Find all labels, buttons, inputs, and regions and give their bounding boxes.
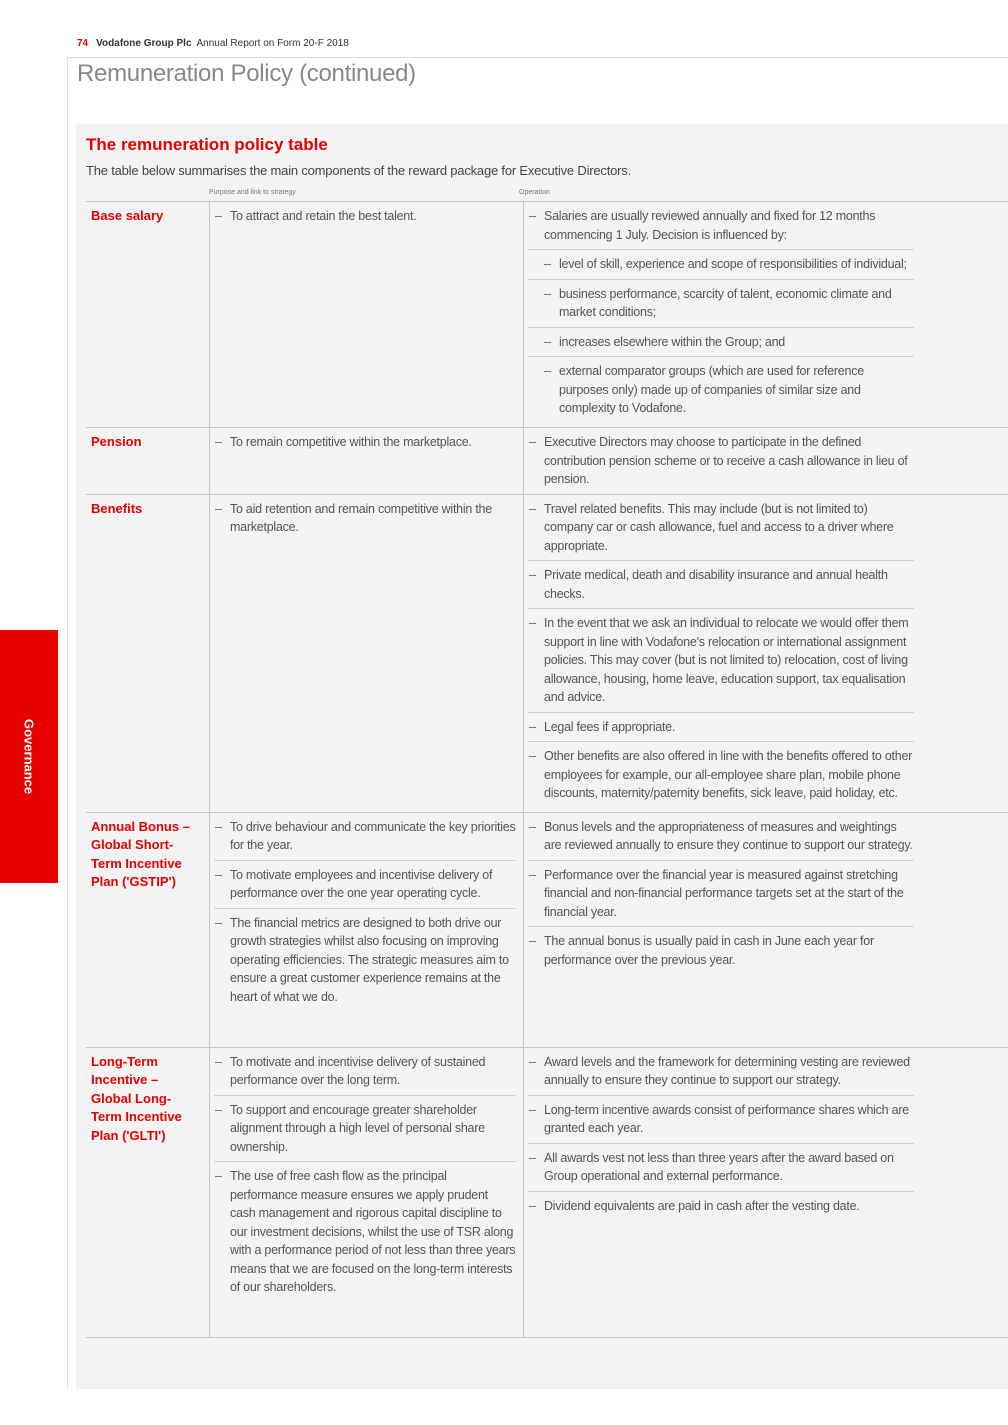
governance-tab-label: Governance [21,718,37,795]
purpose-item [214,860,516,908]
column-header-operation: Operation [519,189,550,196]
component-name: Benefits [91,500,143,516]
operation-item [528,428,914,494]
dash-bullet: – [215,501,222,516]
governance-tab [0,630,58,883]
dash-bullet: – [215,1169,222,1183]
dash-bullet: – [529,1054,536,1069]
dash-bullet: – [529,867,536,882]
component-cell [86,494,210,812]
operation-text: Other benefits are also offered in line with the benefits offered to other employees for example, our all-employee share plan, mobile phone discounts, maternity/paternity benefits, sick leave, paid holiday, etc. [544,749,913,800]
operation-text: Salaries are usually reviewed annually and fixed for 12 months commencing 1 July. Decision is influenced by: [544,209,876,242]
table-row-glti [86,1047,1008,1337]
page-header [77,38,349,49]
table-row-pension [86,428,1008,495]
operation-item [528,1048,914,1095]
purpose-item [214,1048,516,1095]
operation-text: Legal fees if appropriate. [544,719,676,734]
operation-text: external comparator groups (which are used for reference purposes only) made up of companies of similar size and complexity to Vodafone. [559,364,864,415]
dash-bullet: – [529,1198,536,1213]
purpose-item [214,1161,516,1302]
remuneration-policy-table [86,201,1008,1338]
operation-cell [524,428,1008,495]
policy-panel [76,124,1008,1389]
component-cell [86,202,210,428]
purpose-cell [210,428,524,495]
header-divider [68,57,1008,58]
operation-item [528,1191,914,1221]
component-name: Long-Term Incentive – Global Long-Term Incentive Plan ('GLTI') [91,1053,182,1143]
operation-cell [524,494,1008,812]
operation-text: Travel related benefits. This may include (but is not limited to) company car or cash allowance, fuel and access to a driver where appropriate. [544,501,894,553]
dash-bullet: – [215,209,222,223]
report-name: Annual Report on Form 20-F 2018 [196,38,349,49]
operation-item [528,926,914,974]
operation-text: Long-term incentive awards consist of performance shares which are granted each year. [544,1102,909,1135]
dash-bullet: – [544,257,551,271]
purpose-text: The financial metrics are designed to both drive our growth strategies whilst also focusing on improving operating efficiencies. The strategic measures aim to ensure a great customer experience remains at the heart of what we do. [230,915,509,1004]
dash-bullet: – [544,364,551,378]
table-row-benefits [86,494,1008,812]
operation-subitem [528,356,914,423]
operation-text: In the event that we ask an individual to relocate we would offer them support in line with Vodafone's relocation or international assignment policies. This may cover (but is not limited to) relocation, cost of living allowance, housing, home leave, education support, tax equalisation and advice. [544,616,909,704]
purpose-text: To aid retention and remain competitive within the marketplace. [230,501,492,534]
operation-cell [524,202,1008,428]
section-intro: The table below summarises the main components of the reward package for Executive Directors. [86,163,631,178]
purpose-cell [210,494,524,812]
column-header-purpose: Purpose and link to strategy [209,189,296,196]
purpose-text: To support and encourage greater shareholder alignment through a high level of personal share ownership. [230,1102,485,1154]
purpose-cell [210,812,524,1047]
operation-item [528,1143,914,1191]
operation-item [528,712,914,742]
dash-bullet: – [529,934,536,948]
dash-bullet: – [529,435,536,449]
purpose-cell [210,202,524,428]
dash-bullet: – [529,749,536,763]
dash-bullet: – [544,334,551,349]
page-number: 74 [77,38,89,49]
component-name: Pension [91,434,142,449]
purpose-item [214,202,516,231]
dash-bullet: – [529,1150,536,1165]
margin-rule [67,57,68,1389]
operation-text: Executive Directors may choose to participate in the defined contribution pension scheme or to receive a cash allowance in lieu of pension. [544,435,908,486]
dash-bullet: – [215,915,222,930]
dash-bullet: – [529,719,536,734]
operation-text: business performance, scarcity of talent, economic climate and market conditions; [559,286,892,319]
dash-bullet: – [215,1102,222,1117]
dash-bullet: – [215,435,222,449]
component-cell [86,428,210,495]
operation-item [528,860,914,927]
company-name: Vodafone Group Plc [96,38,192,49]
operation-item [528,1095,914,1143]
dash-bullet: – [544,286,551,301]
operation-cell [524,1047,1008,1337]
purpose-text: To attract and retain the best talent. [230,209,417,223]
operation-subitem [528,279,914,327]
table-row-base-salary [86,202,1008,428]
purpose-item [214,495,516,542]
operation-item [528,813,914,860]
dash-bullet: – [215,819,222,834]
operation-text: Award levels and the framework for determining vesting are reviewed annually to ensure they continue to support our strategy. [544,1054,910,1087]
operation-text: The annual bonus is usually paid in cash in June each year for performance over the previous year. [544,934,874,967]
dash-bullet: – [529,501,536,516]
operation-item [528,560,914,608]
operation-subitem [528,249,914,279]
purpose-item [214,1095,516,1162]
dash-bullet: – [529,209,536,223]
purpose-text: To motivate employees and incentivise delivery of performance over the one year operating cycle. [230,867,493,900]
table-row-gstip [86,812,1008,1047]
purpose-text: To drive behaviour and communicate the key priorities for the year. [230,819,516,852]
operation-text: Dividend equivalents are paid in cash after the vesting date. [544,1198,860,1213]
purpose-item [214,813,516,860]
operation-cell [524,812,1008,1047]
dash-bullet: – [529,616,536,630]
operation-text: Bonus levels and the appropriateness of measures and weightings are reviewed annually to ensure they continue to support our strategy. [544,819,913,852]
operation-item [528,495,914,561]
dash-bullet: – [529,819,536,834]
component-cell [86,1047,210,1337]
purpose-text: To motivate and incentivise delivery of sustained performance over the long term. [230,1054,486,1087]
operation-item [528,741,914,808]
dash-bullet: – [529,568,536,582]
operation-text: Performance over the financial year is measured against stretching financial and non-financial performance targets set at the start of the financial year. [544,867,904,919]
page-title: Remuneration Policy (continued) [77,60,416,87]
component-name: Base salary [91,208,164,223]
purpose-cell [210,1047,524,1337]
dash-bullet: – [215,867,222,882]
purpose-item [214,428,516,457]
operation-text: Private medical, death and disability insurance and annual health checks. [544,568,888,601]
section-title: The remuneration policy table [86,135,328,154]
purpose-item [214,908,516,1012]
operation-subitem [528,327,914,357]
operation-item [528,202,914,249]
purpose-text: To remain competitive within the marketplace. [230,435,472,449]
purpose-text: The use of free cash flow as the principal performance measure ensures we apply prudent cash management and rigorous capital discipline to our investment decisions, whilst the use of TSR along with a performance period of not less than three years means that we are focused on the long-term interests of our shareholders. [230,1169,516,1294]
dash-bullet: – [529,1102,536,1117]
operation-item [528,608,914,712]
operation-text: increases elsewhere within the Group; and [559,334,785,349]
dash-bullet: – [215,1054,222,1069]
component-name: Annual Bonus –Global Short-Term Incentive Plan ('GSTIP') [91,818,190,889]
operation-text: All awards vest not less than three years after the award based on Group operational and external performance. [544,1150,894,1183]
operation-text: level of skill, experience and scope of responsibilities of individual; [559,257,907,271]
component-cell [86,812,210,1047]
